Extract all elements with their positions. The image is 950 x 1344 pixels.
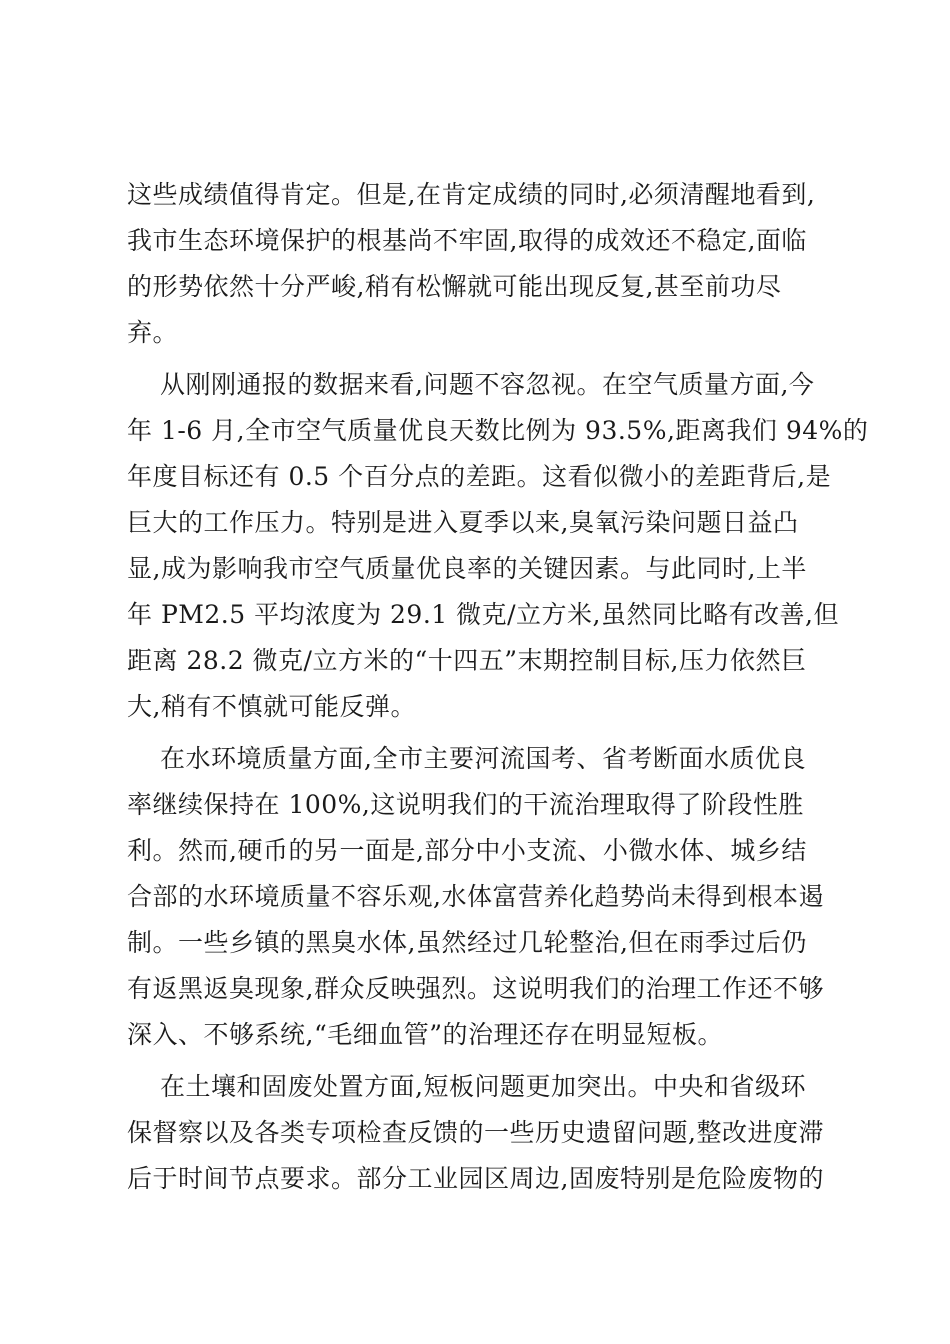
text-line: 制。一些乡镇的黑臭水体,虽然经过几轮整治,但在雨季过后仍 bbox=[127, 928, 807, 957]
text-line: 在土壤和固废处置方面,短板问题更加突出。中央和省级环 bbox=[160, 1072, 806, 1101]
text-line: 我市生态环境保护的根基尚不牢固,取得的成效还不稳定,面临 bbox=[127, 226, 807, 255]
text-line: 弃。 bbox=[127, 318, 179, 347]
text-line: 距离 28.2 微克/立方米的“十四五”末期控制目标,压力依然巨 bbox=[127, 646, 807, 675]
text-line: 保督察以及各类专项检查反馈的一些历史遗留问题,整改进度滞 bbox=[127, 1118, 824, 1147]
text-line: 年 PM2.5 平均浓度为 29.1 微克/立方米,虽然同比略有改善,但 bbox=[127, 600, 839, 629]
text-line: 年度目标还有 0.5 个百分点的差距。这看似微小的差距背后,是 bbox=[127, 462, 832, 491]
text-line: 显,成为影响我市空气质量优良率的关键因素。与此同时,上半 bbox=[127, 554, 807, 583]
text-line: 的形势依然十分严峻,稍有松懈就可能出现反复,甚至前功尽 bbox=[127, 272, 782, 301]
text-line: 年 1-6 月,全市空气质量优良天数比例为 93.5%,距离我们 94%的 bbox=[127, 416, 869, 445]
text-line: 在水环境质量方面,全市主要河流国考、省考断面水质优良 bbox=[160, 744, 806, 773]
text-line: 利。然而,硬币的另一面是,部分中小支流、小微水体、城乡结 bbox=[127, 836, 807, 865]
text-line: 后于时间节点要求。部分工业园区周边,固废特别是危险废物的 bbox=[127, 1164, 824, 1193]
text-line: 深入、不够系统,“毛细血管”的治理还存在明显短板。 bbox=[127, 1020, 724, 1049]
text-line: 合部的水环境质量不容乐观,水体富营养化趋势尚未得到根本遏 bbox=[127, 882, 824, 911]
text-line: 率继续保持在 100%,这说明我们的干流治理取得了阶段性胜 bbox=[127, 790, 804, 819]
text-line: 大,稍有不慎就可能反弹。 bbox=[127, 692, 416, 721]
text-line: 巨大的工作压力。特别是进入夏季以来,臭氧污染问题日益凸 bbox=[127, 508, 799, 537]
text-line: 有返黑返臭现象,群众反映强烈。这说明我们的治理工作还不够 bbox=[127, 974, 824, 1003]
text-line: 从刚刚通报的数据来看,问题不容忽视。在空气质量方面,今 bbox=[160, 370, 815, 399]
text-line: 这些成绩值得肯定。但是,在肯定成绩的同时,必须清醒地看到, bbox=[127, 180, 816, 209]
document-body bbox=[127, 172, 869, 1202]
